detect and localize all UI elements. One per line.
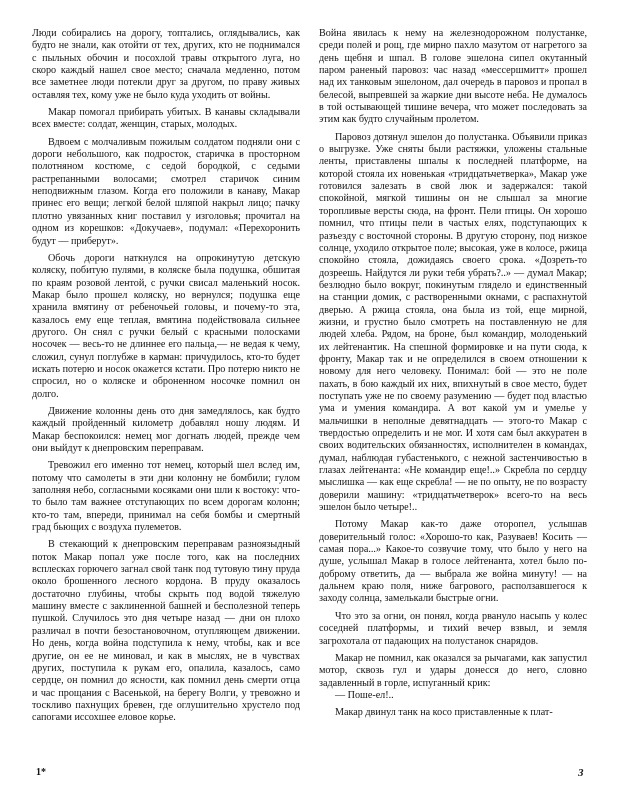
paragraph: Макар не помнил, как оказался за рычагами, как запустил мотор, сквозь гул и удары донесся до него, словно задавленный в горле, испуганный крик: [319, 652, 587, 689]
paragraph: Тревожил его именно тот немец, который шел вслед им, потому что самолеты в эти дни колонну не бомбили; гулом заполняя небо, согласными косяками они шли к востоку: что-то было там важнее отступающих по всем дорогам колонн; кто-то там, впереди, принимал на себя бомбы и смертный град бьющих с воздуха пулеметов. [32, 460, 300, 534]
paragraph: Люди собирались на дорогу, топтались, оглядывались, как будто не знали, как отойти от тех, других, кто не поднимался с пыльных обочин и посохлой травы открытого луга, но скоро каждый нашел свое место; сначала медленно, потом все заметнее люди потекли друг за другом, по праву живых оставляя тех, кому уже не было куда уходить от войны. [32, 28, 300, 101]
right-column [319, 28, 587, 720]
paragraph: В стекающий к днепровским переправам разноязыдный поток Макар попал уже после того, как на последних всплесках горючего загнал свой танк под тутовую тину пруда около брошенного лесного кордона. В пруду оказалось достаточно глубины, чтобы скрыть под водой тяжелую машину вместе с заклиненной башней и бесполезной теперь пушкой. Случилось это дня четыре назад — дни он плохо различал в почти безостановочном, отупляющем движении. Но день, когда война подступила к нему, чтобы, как и все другие, он ее не миновал, и как в мыслях, не в чувствах других, поступила к рукам его, опалила, казалось, само сердце, он помнил до ясности, как помнил день смерти отца и час прощания с Васенькой, на берегу Волги, у тревожно и тоскливо пахнущих бревен, где оглушительно хрустело под сапогами иссохшее еловое корье. [32, 539, 300, 724]
paragraph: Макар двинул танк на косо приставленные к плат- [335, 707, 553, 719]
paragraph: Война явилась к нему на железнодорожном полустанке, среди полей и рощ, где мирно пахло мазутом от нагретого за день щебня и шпал. В голове эшелона сипел окутанный паром раненый паровоз: час назад «мессершмитт» прошел над их танковым эшелоном, дал очередь в паровоз и пропал в белесой, выпревшей за жаркие дни высоте неба. Не думалось в той остывающей тишине вечера, что может последовать за этим как будто случайным пролетом. [319, 28, 587, 126]
paragraph: Вдвоем с молчаливым пожилым солдатом подняли они с дороги небольшого, как подросток, старичка в просторном полотняном костюме, с седой бородкой, с седыми растрепанными волосами; смотрел старичок синим неподвижным глазом. Когда его положили в канаву, Макар принес его вещи; легкой белой шляпой накрыл лицо; пачку плотно увязанных книг поставил у изголовья; прочитал на одном из корешков: «Докучаев», подумал: «Перехоронить будут — приберут». [32, 136, 300, 247]
signature-mark: 1* [36, 767, 46, 778]
left-column [32, 28, 300, 725]
paragraph: Макар помогал прибирать убитых. В канавы складывали всех вместе: солдат, женщин, старых, молодых. [32, 107, 300, 131]
paragraph: Движение колонны день ото дня замедлялось, как будто каждый пройденный километр добавлял ношу людям. И Макар беспокоился: немец мог догнать людей, прежде чем они выйдут к днепровским переправам. [32, 405, 300, 454]
paragraph: — Поше-ел!.. [335, 689, 394, 701]
paragraph: Обочь дороги наткнулся на опрокинутую детскую коляску, побитую пулями, в коляске была подушка, обшитая по краям розовой лентой, с ручки свисал маленький носок. Макар было прошел коляску, но вернулся; подушка еще хранила вмятину от ребеночьей головы, и почему-то эта, казалось ему еще теплая, вмятина подействовала сильнее другого. Он снял с ручки белый с красными полосками носочек — весь-то не длиннее его пальца,— не ведая к чему, сложил, сунул поглубже в карман: причудилось, кто-то будет искать потерю и носок окажется кстати. Про потерю никто не спросил, но о коляске и оброненном носочке помнил он долго. [32, 252, 300, 400]
paragraph: Что это за огни, он понял, когда рвануло насыпь у колес соседней платформы, и тихий вечер взвыл, и земля загрохотала от падающих на полустанок снарядов. [319, 610, 587, 647]
paragraph: Потому Макар как-то даже оторопел, услышав доверительный голос: «Хорошо-то как, Разуваев! Косить — самая пора...» Какое-то созвучие тому, что было у него на душе, услышал Макар в голосе лейтенанта, хотел было по-доброму ответить, да — выбрала же война минуту! — на дальнем краю поля, ниже багрового, расползавшегося к заходу солнца, замелькали быстрые огни. [319, 519, 587, 605]
paragraph: Паровоз дотянул эшелон до полустанка. Объявили приказ о выгрузке. Уже сняты были растяжки, уложены стальные ленты, приставлены шпалы к последней платформе, на которой стояла их новенькая «тридцатьчетверка», Макар уже готовился залезать в свой люк и задержался: такой спокойной, мягкой тишины он не слышал за многие торопливые версты сюда, на фронт. Пели птицы. Он хорошо помнил, что птицы пели в частых елях, подступающих к разъезду с восточной стороны. В другую сторону, под низкое солнце, уходило открытое поле; высокая, уже в колосе, ржица спокойно стояла, дожидаясь своего срока. «Дозреть-то дозреешь. Найдутся ли руки тебя убрать?..» — думал Макар; безлюдно было вокруг, покинутым глядело и единственный на станции домик, с растворенными окнами, с распахнутой дверью. А ржица стояла, она была из той, еще мирной, жизни, и грустно было смотреть на поставленную не для людей хлеба. Рядом, на броне, был командир, молоденький их лейтенантик. На спешной формировке и на пути сюда, к фронту, Макар так и не определился в своем отношении к новому для него человеку. Понимал: бой — это не поле пахать, в бою каждый их них, впихнутый в свое место, будет поступать уже не по своему разумению — будет под властью ума и умения командира. А вот какой ум и умелье у мальчишки в неполные девятнадцать — этого-то Макар с твердостью определить и не мог. И хотя сам был аккуратен в своих водительских обязанностях, исполнителен в командах, думал, наблюдая губастенького, с нежной застенчивостью в глазах лейтенанта: «Не командир еще!..» Скребла по сердцу мыслишка — как еще скребла! — не по опыту, не по возрасту доверили машину: «тридцатьчетверок» всего-то на весь эшелон было четыре!.. [319, 131, 587, 514]
page-number: 3 [578, 767, 584, 779]
